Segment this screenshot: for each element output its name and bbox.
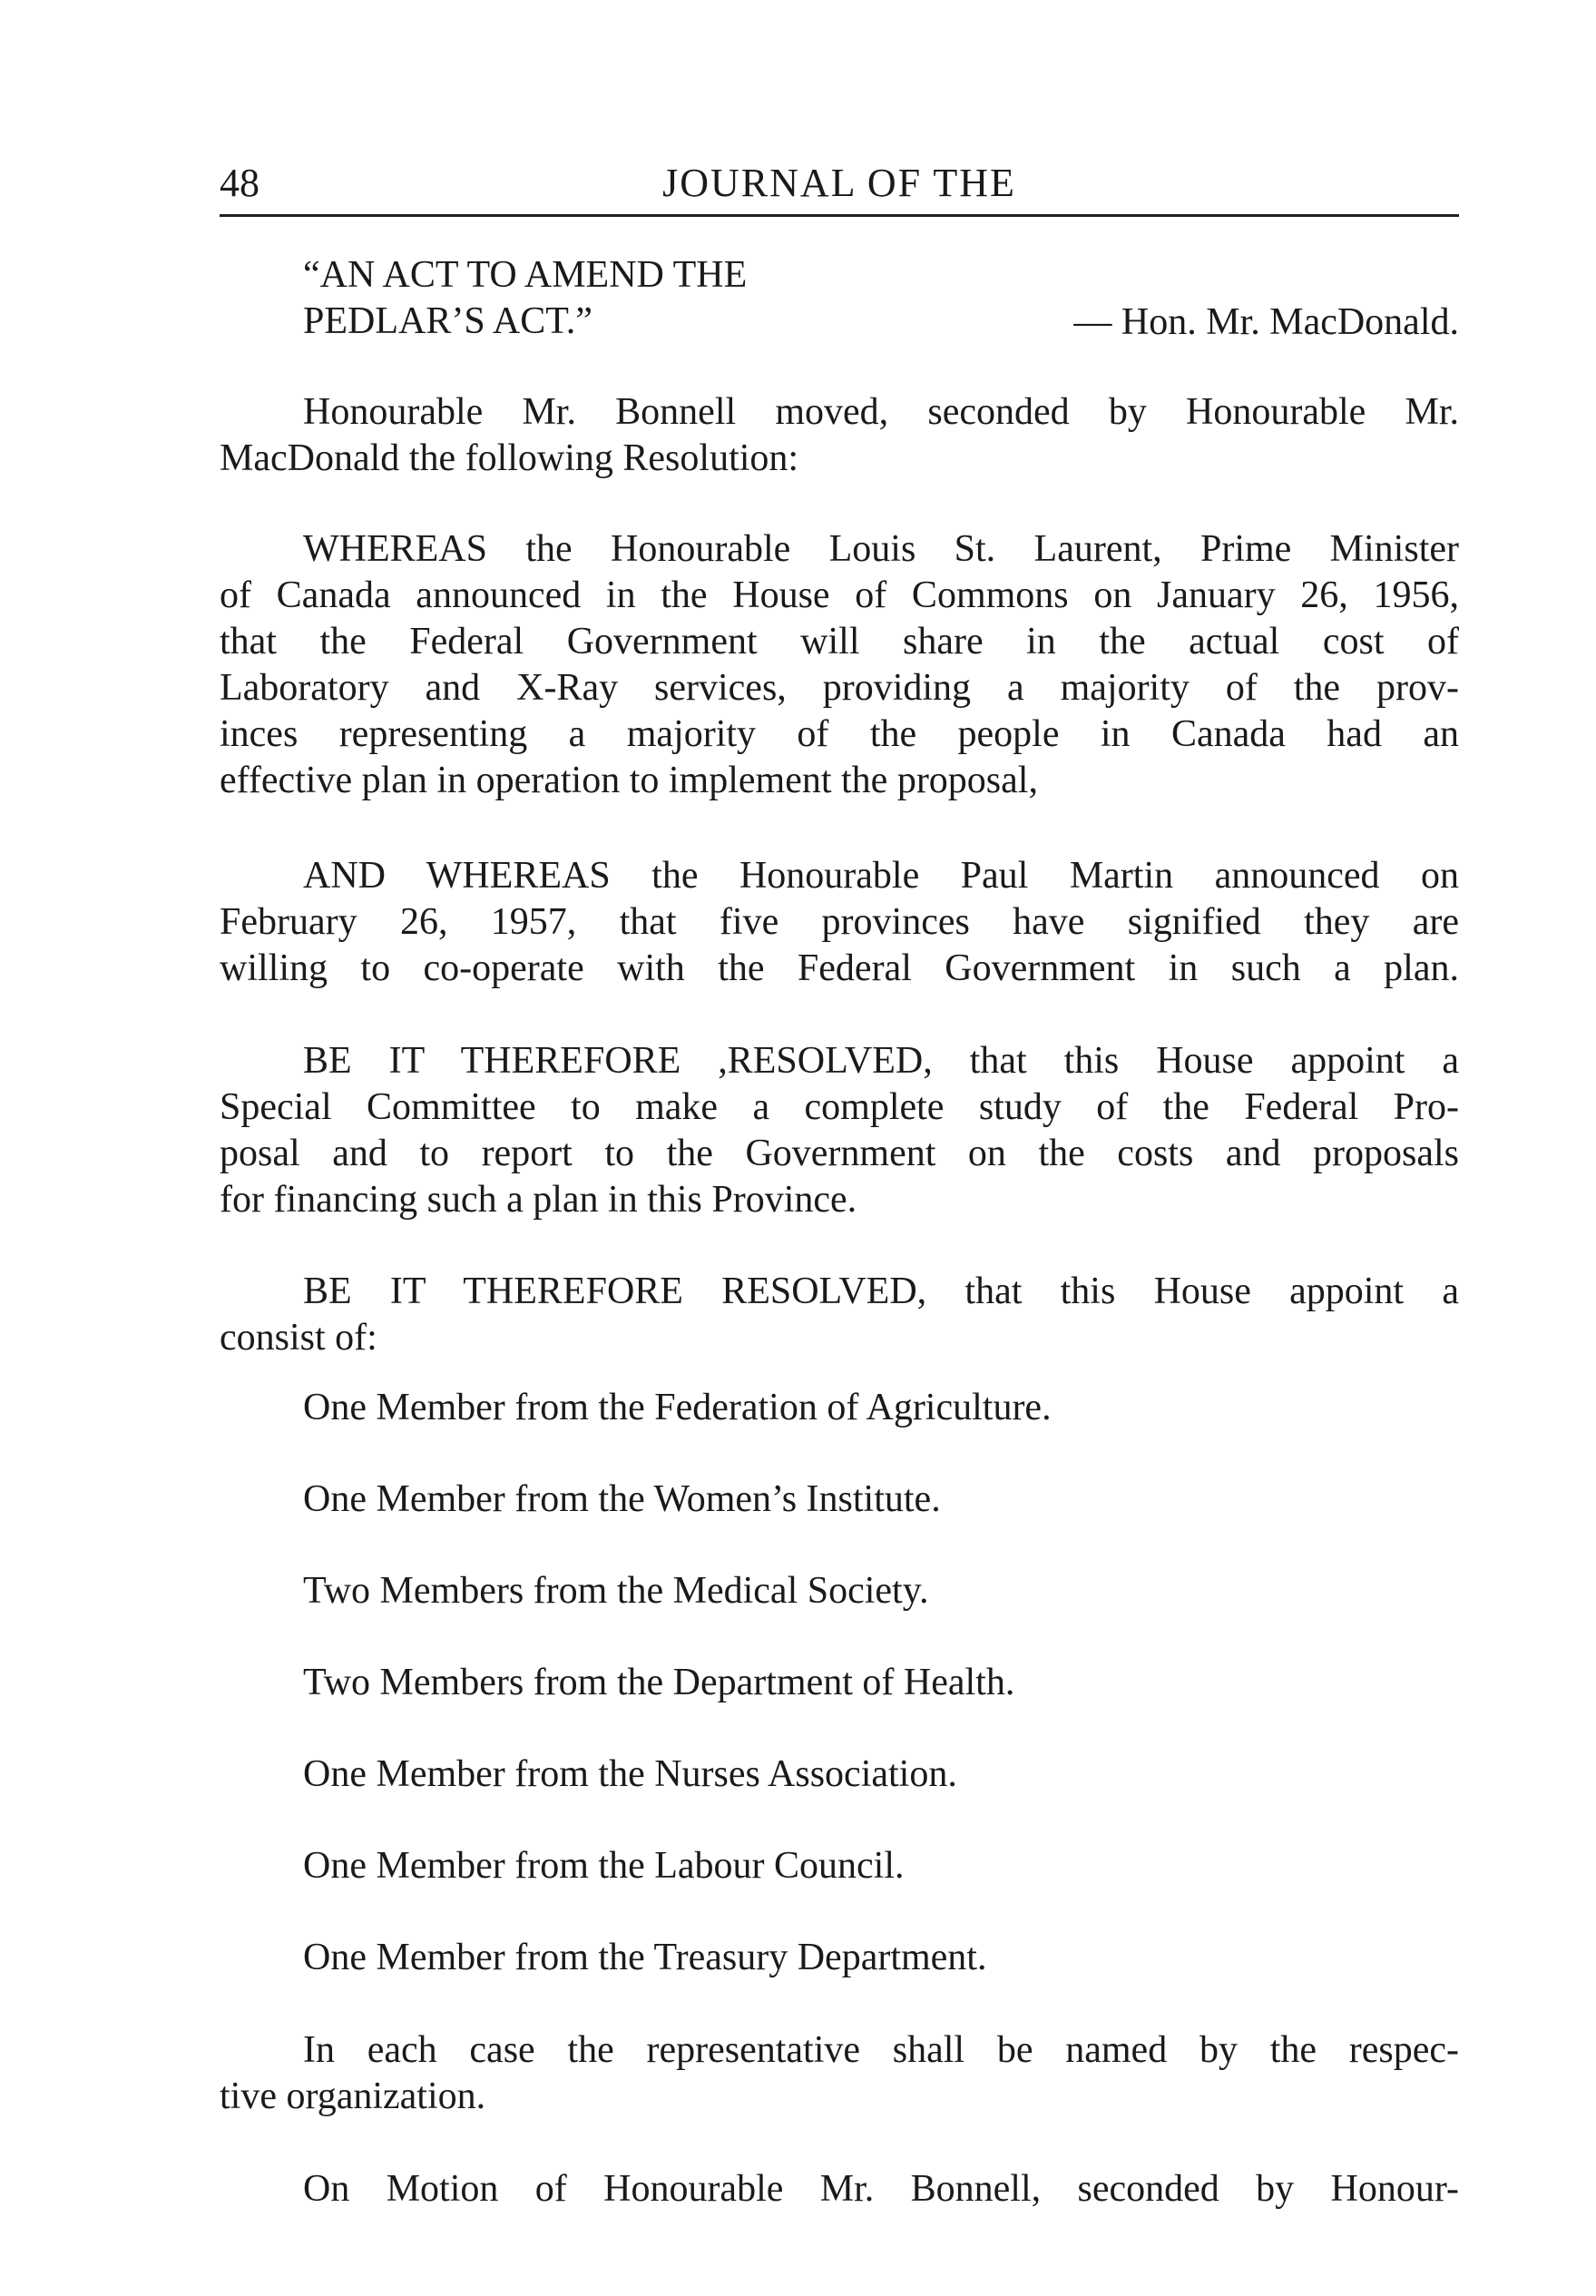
paragraph-line: effective plan in operation to implement the proposal, (220, 760, 1038, 801)
final-motion-paragraph (220, 2166, 1459, 2213)
member-item: Two Members from the Department of Health. (303, 1662, 1015, 1703)
paragraph-line: Laboratory and X-Ray services, providing a majority of the prov- (220, 667, 1459, 709)
member-item: One Member from the Women’s Institute. (303, 1478, 941, 1520)
member-item: Two Members from the Medical Society. (303, 1570, 929, 1612)
member-item: One Member from the Treasury Department. (303, 1937, 987, 1978)
paragraph-line: inces representing a majority of the people in Canada had an (220, 713, 1459, 755)
paragraph-line: On Motion of Honourable Mr. Bonnell, seconded by Honour- (303, 2168, 1459, 2210)
paragraph-line: WHEREAS the Honourable Louis St. Laurent, Prime Minister (303, 528, 1459, 570)
paragraph-line: In each case the representative shall be named by the respec- (303, 2029, 1459, 2071)
page-header (220, 154, 1459, 217)
paragraph-line: posal and to report to the Government on the costs and proposals (220, 1133, 1459, 1174)
paragraph-line: AND WHEREAS the Honourable Paul Martin announced on (303, 855, 1459, 897)
paragraph-line: consist of: (220, 1317, 377, 1359)
page-number: 48 (220, 161, 259, 205)
paragraph-line: BE IT THEREFORE RESOLVED, that this House appoint a (303, 1271, 1459, 1312)
paragraph-line: for financing such a plan in this Province. (220, 1179, 857, 1221)
bill-title-line: “AN ACT TO AMEND THE (303, 254, 748, 296)
paragraph-line: tive organization. (220, 2075, 486, 2117)
member-item: One Member from the Federation of Agriculture. (303, 1387, 1052, 1428)
and-whereas-paragraph (220, 853, 1459, 992)
motion-paragraph (220, 389, 1459, 482)
paragraph-line: Special Committee to make a complete study of the Federal Pro- (220, 1086, 1459, 1128)
representative-paragraph (220, 2027, 1459, 2120)
paragraph-line: that the Federal Government will share in the actual cost of (220, 621, 1459, 662)
paragraph-line: willing to co-operate with the Federal Government in such a plan. (220, 947, 1459, 989)
bill-sponsor: — Hon. Mr. MacDonald. (1073, 301, 1459, 343)
paragraph-line: Honourable Mr. Bonnell moved, seconded by Honourable Mr. (303, 391, 1459, 433)
paragraph-line: of Canada announced in the House of Commons on January 26, 1956, (220, 574, 1459, 616)
bill-title-line: PEDLAR’S ACT.” (303, 300, 592, 342)
bill-title (303, 252, 747, 345)
paragraph-line: MacDonald the following Resolution: (220, 437, 799, 479)
resolved-consist-paragraph (220, 1269, 1459, 1361)
paragraph-line: February 26, 1957, that five provinces have signified they are (220, 901, 1459, 943)
member-item: One Member from the Labour Council. (303, 1845, 905, 1887)
whereas-paragraph (220, 526, 1459, 804)
paragraph-line: BE IT THEREFORE ,RESOLVED, that this House appoint a (303, 1040, 1459, 1082)
member-item: One Member from the Nurses Association. (303, 1753, 957, 1795)
resolved-paragraph (220, 1038, 1459, 1223)
running-head: JOURNAL OF THE (662, 161, 1016, 205)
